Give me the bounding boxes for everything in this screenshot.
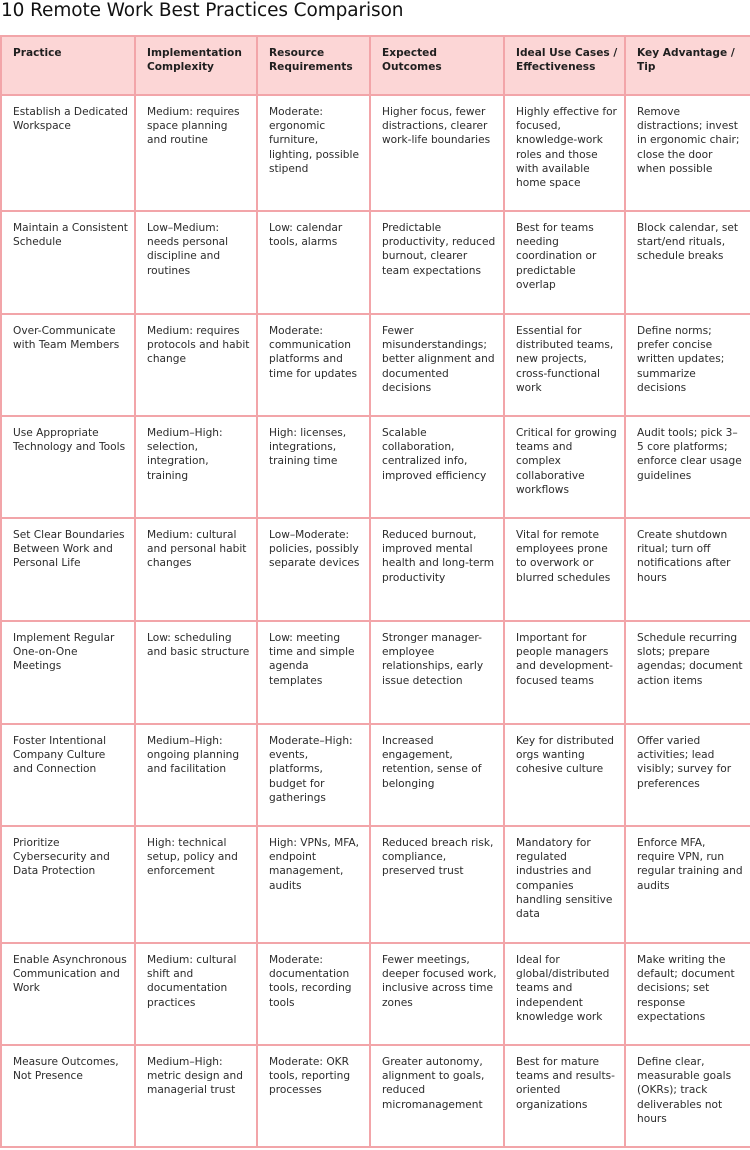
table-row: [1, 943, 750, 1045]
cell-outcomes: Predictable productivity, reduced burnout, clearer team expectations: [370, 211, 504, 314]
cell-use-cases: Key for distributed orgs wanting cohesive culture: [504, 724, 625, 826]
cell-tip: Create shutdown ritual; turn off notifications after hours: [625, 518, 750, 621]
cell-outcomes: Reduced breach risk, compliance, preserved trust: [370, 826, 504, 943]
cell-use-cases: Best for teams needing coordination or predictable overlap: [504, 211, 625, 314]
table-row: [1, 211, 750, 314]
cell-use-cases: Mandatory for regulated industries and companies handling sensitive data: [504, 826, 625, 943]
cell-resources: High: VPNs, MFA, endpoint management, audits: [257, 826, 370, 943]
cell-resources: Low–Moderate: policies, possibly separate devices: [257, 518, 370, 621]
cell-outcomes: Scalable collaboration, centralized info, improved efficiency: [370, 416, 504, 518]
cell-resources: Moderate: communication platforms and time for updates: [257, 314, 370, 416]
cell-complexity: Medium–High: ongoing planning and facilitation: [135, 724, 257, 826]
cell-resources: Low: calendar tools, alarms: [257, 211, 370, 314]
column-header-complexity: Implementation Complexity: [135, 36, 257, 95]
column-header-practice: Practice: [1, 36, 135, 95]
column-header-resources: Resource Requirements: [257, 36, 370, 95]
cell-outcomes: Fewer misunderstandings; better alignment and documented decisions: [370, 314, 504, 416]
cell-complexity: Medium: cultural and personal habit changes: [135, 518, 257, 621]
cell-practice: Use Appropriate Technology and Tools: [1, 416, 135, 518]
cell-practice: Prioritize Cybersecurity and Data Protection: [1, 826, 135, 943]
cell-practice: Establish a Dedicated Workspace: [1, 95, 135, 211]
cell-use-cases: Ideal for global/distributed teams and independent knowledge work: [504, 943, 625, 1045]
cell-complexity: Medium–High: metric design and managerial trust: [135, 1045, 257, 1147]
cell-tip: Block calendar, set start/end rituals, schedule breaks: [625, 211, 750, 314]
cell-tip: Audit tools; pick 3–5 core platforms; enforce clear usage guidelines: [625, 416, 750, 518]
comparison-table: [0, 35, 750, 1148]
column-header-use-cases: Ideal Use Cases / Effectiveness: [504, 36, 625, 95]
cell-practice: Maintain a Consistent Schedule: [1, 211, 135, 314]
cell-practice: Measure Outcomes, Not Presence: [1, 1045, 135, 1147]
table-row: [1, 1045, 750, 1147]
cell-complexity: Low–Medium: needs personal discipline and routines: [135, 211, 257, 314]
cell-practice: Set Clear Boundaries Between Work and Personal Life: [1, 518, 135, 621]
table-row: [1, 314, 750, 416]
cell-resources: Moderate: ergonomic furniture, lighting, possible stipend: [257, 95, 370, 211]
cell-outcomes: Higher focus, fewer distractions, clearer work-life boundaries: [370, 95, 504, 211]
cell-resources: Moderate: documentation tools, recording tools: [257, 943, 370, 1045]
cell-use-cases: Important for people managers and development-focused teams: [504, 621, 625, 724]
cell-complexity: Medium–High: selection, integration, training: [135, 416, 257, 518]
cell-complexity: Medium: cultural shift and documentation practices: [135, 943, 257, 1045]
cell-outcomes: Stronger manager-employee relationships, early issue detection: [370, 621, 504, 724]
table-row: [1, 518, 750, 621]
cell-outcomes: Reduced burnout, improved mental health and long-term productivity: [370, 518, 504, 621]
cell-tip: Schedule recurring slots; prepare agendas; document action items: [625, 621, 750, 724]
table-header-row: [1, 36, 750, 95]
cell-outcomes: Greater autonomy, alignment to goals, reduced micromanagement: [370, 1045, 504, 1147]
cell-use-cases: Highly effective for focused, knowledge-work roles and those with available home space: [504, 95, 625, 211]
cell-resources: Moderate–High: events, platforms, budget for gatherings: [257, 724, 370, 826]
table-row: [1, 724, 750, 826]
cell-tip: Remove distractions; invest in ergonomic chair; close the door when possible: [625, 95, 750, 211]
cell-tip: Define clear, measurable goals (OKRs); track deliverables not hours: [625, 1045, 750, 1147]
cell-practice: Foster Intentional Company Culture and Connection: [1, 724, 135, 826]
cell-practice: Implement Regular One-on-One Meetings: [1, 621, 135, 724]
cell-tip: Make writing the default; document decisions; set response expectations: [625, 943, 750, 1045]
cell-complexity: Low: scheduling and basic structure: [135, 621, 257, 724]
table-row: [1, 826, 750, 943]
cell-complexity: Medium: requires space planning and routine: [135, 95, 257, 211]
table-body: [1, 95, 750, 1147]
cell-complexity: High: technical setup, policy and enforcement: [135, 826, 257, 943]
cell-tip: Enforce MFA, require VPN, run regular training and audits: [625, 826, 750, 943]
cell-tip: Offer varied activities; lead visibly; survey for preferences: [625, 724, 750, 826]
table-row: [1, 621, 750, 724]
cell-use-cases: Best for mature teams and results-oriented organizations: [504, 1045, 625, 1147]
cell-resources: Moderate: OKR tools, reporting processes: [257, 1045, 370, 1147]
column-header-outcomes: Expected Outcomes: [370, 36, 504, 95]
page-title: 10 Remote Work Best Practices Comparison: [1, 0, 404, 21]
cell-resources: Low: meeting time and simple agenda templates: [257, 621, 370, 724]
cell-outcomes: Increased engagement, retention, sense of belonging: [370, 724, 504, 826]
cell-tip: Define norms; prefer concise written updates; summarize decisions: [625, 314, 750, 416]
table-row: [1, 416, 750, 518]
cell-practice: Over-Communicate with Team Members: [1, 314, 135, 416]
cell-resources: High: licenses, integrations, training time: [257, 416, 370, 518]
cell-use-cases: Vital for remote employees prone to overwork or blurred schedules: [504, 518, 625, 621]
cell-complexity: Medium: requires protocols and habit change: [135, 314, 257, 416]
cell-use-cases: Essential for distributed teams, new projects, cross-functional work: [504, 314, 625, 416]
cell-outcomes: Fewer meetings, deeper focused work, inclusive across time zones: [370, 943, 504, 1045]
cell-use-cases: Critical for growing teams and complex collaborative workflows: [504, 416, 625, 518]
cell-practice: Enable Asynchronous Communication and Work: [1, 943, 135, 1045]
column-header-tip: Key Advantage / Tip: [625, 36, 750, 95]
table-row: [1, 95, 750, 211]
